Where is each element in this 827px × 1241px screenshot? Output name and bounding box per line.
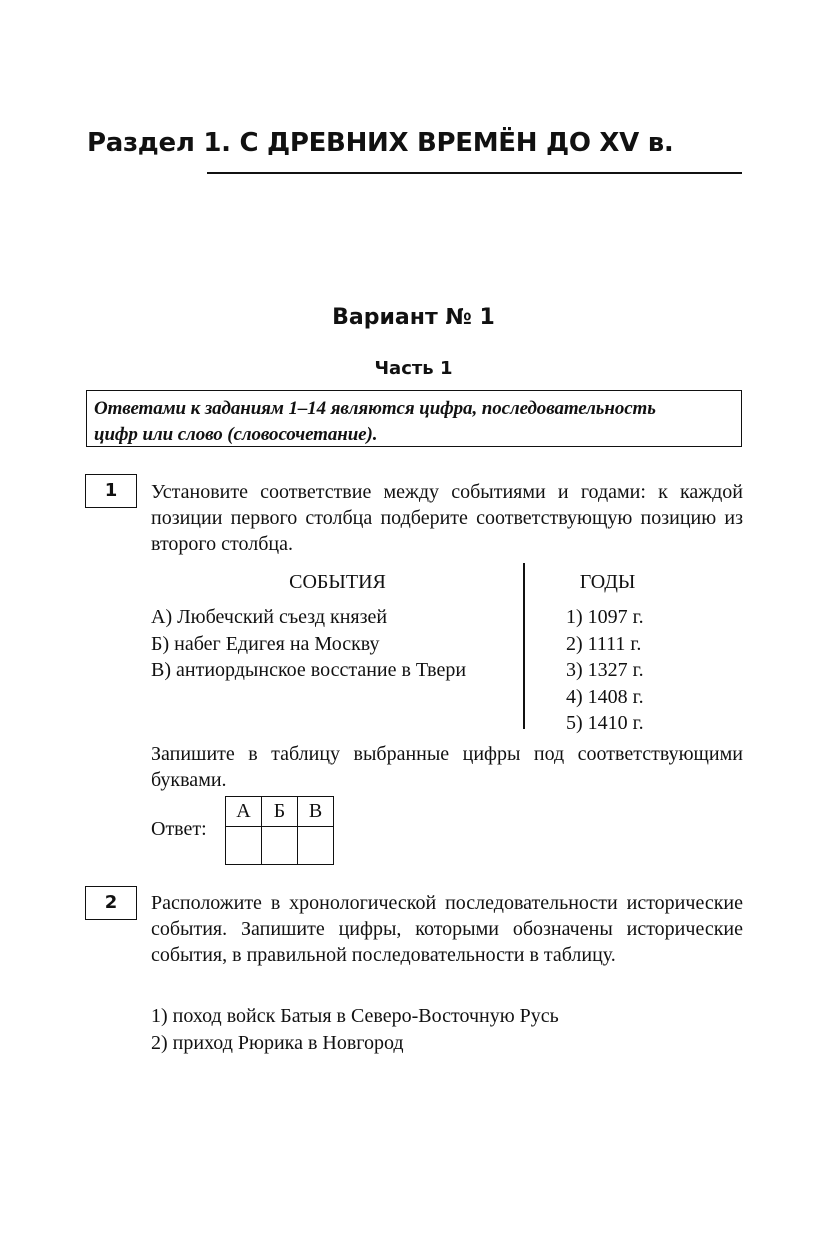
answer-label: Ответ: [151,818,207,840]
task1-question: Установите соответствие между событиями и годами: к каждой позиции первого столбца подберите соответствующую позицию из второго столбца. [151,481,743,555]
section-divider [207,172,742,174]
section-title: Раздел 1. С ДРЕВНИХ ВРЕМЁН ДО XV в. [87,128,674,158]
task2-question: Расположите в хронологической последовательности исторические события. Запишите цифры, которыми обозначены исторические события, в правильной последовательности в таблицу. [151,892,743,966]
instructions-line-2: цифр или слово (словосочетание). [94,424,378,445]
year-item: 1) 1097 г. [566,606,644,628]
years-list [566,604,644,737]
variant-title: Вариант № 1 [332,305,495,330]
year-item: 2) 1111 г. [566,632,642,655]
task2-options [151,1003,559,1056]
instructions-line-1: Ответами к заданиям 1–14 являются цифра, последовательность [94,398,656,419]
instructions-box [86,390,742,447]
answer-column-header: Б [262,797,298,827]
events-column-header: СОБЫТИЯ [289,571,386,593]
option-item: 2) приход Рюрика в Новгород [151,1031,404,1054]
option-item: 1) поход войск Батыя в Северо-Восточную Русь [151,1005,559,1027]
year-item: 5) 1410 г. [566,712,644,734]
answer-column-header: В [298,797,334,827]
task-number-1: 1 [85,474,137,508]
event-item: Б) набег Едигея на Москву [151,632,380,655]
part-title: Часть 1 [374,358,453,379]
answer-cell[interactable] [298,827,334,865]
answer-cell[interactable] [262,827,298,865]
years-column-header: ГОДЫ [579,571,636,593]
answer-table [225,796,334,865]
answer-cell[interactable] [226,827,262,865]
task-number-2: 2 [85,886,137,920]
answer-column-header: А [226,797,262,827]
year-item: 4) 1408 г. [566,685,644,708]
task1-note: Запишите в таблицу выбранные цифры под соответствующими буквами. [151,743,743,791]
year-item: 3) 1327 г. [566,659,644,681]
event-item: А) Любечский съезд князей [151,606,388,628]
column-divider [523,563,525,729]
events-list [151,604,466,684]
event-item: В) антиордынское восстание в Твери [151,659,467,681]
